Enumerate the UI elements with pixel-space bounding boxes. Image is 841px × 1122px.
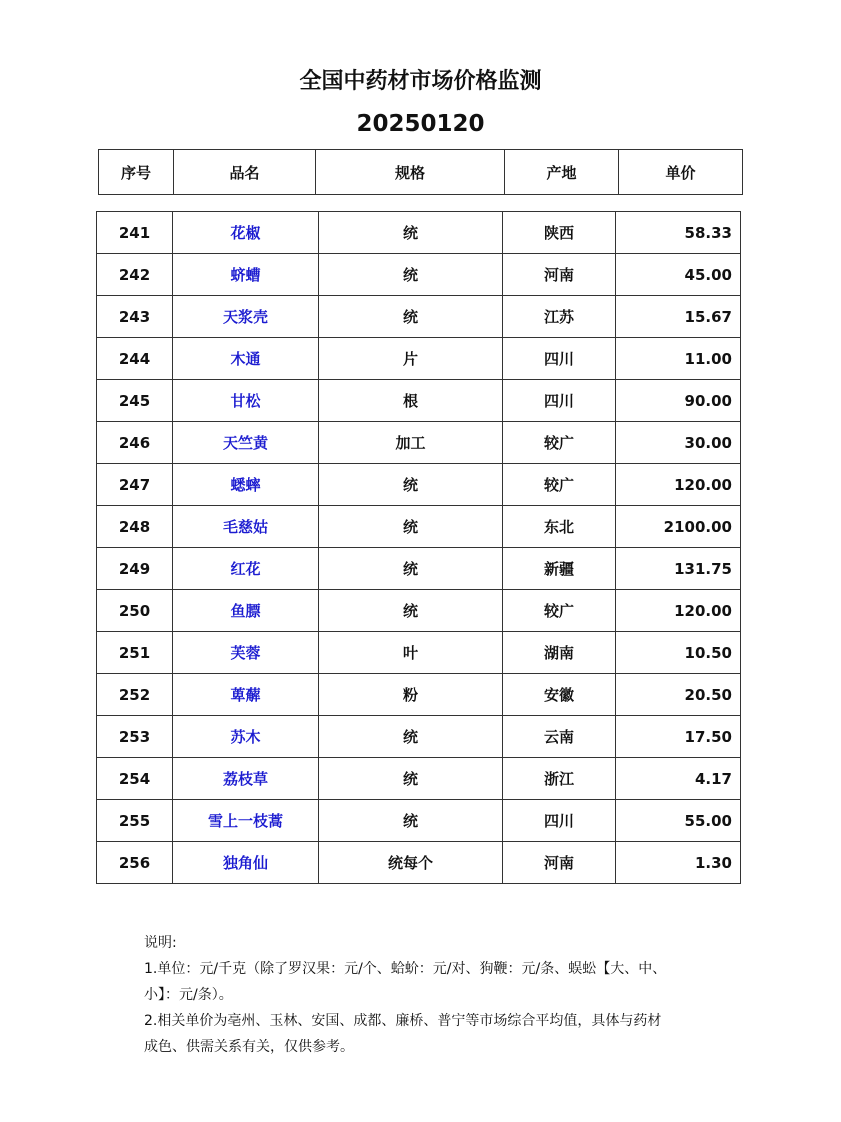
table-row <box>97 338 741 380</box>
page-title: 全国中药材市场价格监测 <box>299 69 542 94</box>
table-row <box>97 212 741 254</box>
table-row <box>97 380 741 422</box>
cell-origin: 四川 <box>503 380 616 422</box>
cell-price: 55.00 <box>616 800 741 842</box>
cell-name: 萆薢 <box>173 674 319 716</box>
notes-line-1b: 小】：元/条）。 <box>144 987 233 1003</box>
table-row <box>97 422 741 464</box>
cell-spec: 统 <box>319 716 503 758</box>
cell-seq: 253 <box>97 716 173 758</box>
cell-seq: 244 <box>97 338 173 380</box>
cell-spec: 粉 <box>319 674 503 716</box>
table-row <box>97 254 741 296</box>
cell-origin: 四川 <box>503 800 616 842</box>
cell-spec: 统 <box>319 296 503 338</box>
cell-name: 天浆壳 <box>173 296 319 338</box>
cell-seq: 250 <box>97 590 173 632</box>
cell-seq: 251 <box>97 632 173 674</box>
cell-seq: 252 <box>97 674 173 716</box>
report-date: 20250120 <box>356 111 485 137</box>
cell-origin: 新疆 <box>503 548 616 590</box>
cell-price: 90.00 <box>616 380 741 422</box>
cell-name: 荔枝草 <box>173 758 319 800</box>
cell-name: 毛慈姑 <box>173 506 319 548</box>
cell-origin: 浙江 <box>503 758 616 800</box>
cell-seq: 243 <box>97 296 173 338</box>
table-row <box>97 674 741 716</box>
cell-price: 4.17 <box>616 758 741 800</box>
cell-origin: 湖南 <box>503 632 616 674</box>
notes-line-1a: 1.单位：元/千克（除了罗汉果：元/个、蛤蚧：元/对、狗鞭：元/条、蜈蚣【大、中、 <box>144 961 667 977</box>
table-row <box>97 758 741 800</box>
cell-seq: 248 <box>97 506 173 548</box>
cell-spec: 加工 <box>319 422 503 464</box>
cell-price: 120.00 <box>616 590 741 632</box>
cell-seq: 245 <box>97 380 173 422</box>
cell-origin: 云南 <box>503 716 616 758</box>
cell-price: 58.33 <box>616 212 741 254</box>
cell-seq: 242 <box>97 254 173 296</box>
cell-origin: 东北 <box>503 506 616 548</box>
table-row <box>97 464 741 506</box>
cell-origin: 较广 <box>503 422 616 464</box>
cell-price: 17.50 <box>616 716 741 758</box>
cell-spec: 统 <box>319 464 503 506</box>
cell-spec: 片 <box>319 338 503 380</box>
notes-section <box>144 930 704 1060</box>
cell-price: 20.50 <box>616 674 741 716</box>
cell-origin: 河南 <box>503 254 616 296</box>
cell-origin: 四川 <box>503 338 616 380</box>
cell-spec: 统 <box>319 590 503 632</box>
column-header-price: 单价 <box>619 150 743 195</box>
cell-spec: 统 <box>319 800 503 842</box>
price-table-body <box>97 212 741 884</box>
cell-spec: 统每个 <box>319 842 503 884</box>
cell-origin: 较广 <box>503 590 616 632</box>
table-row <box>97 296 741 338</box>
cell-seq: 247 <box>97 464 173 506</box>
cell-spec: 统 <box>319 506 503 548</box>
cell-name: 芙蓉 <box>173 632 319 674</box>
column-header-seq: 序号 <box>99 150 174 195</box>
cell-price: 10.50 <box>616 632 741 674</box>
cell-spec: 根 <box>319 380 503 422</box>
column-header-table <box>98 149 743 195</box>
cell-name: 木通 <box>173 338 319 380</box>
cell-name: 苏木 <box>173 716 319 758</box>
column-header-spec: 规格 <box>316 150 505 195</box>
cell-spec: 叶 <box>319 632 503 674</box>
cell-name: 红花 <box>173 548 319 590</box>
cell-seq: 246 <box>97 422 173 464</box>
cell-seq: 249 <box>97 548 173 590</box>
cell-price: 2100.00 <box>616 506 741 548</box>
notes-heading: 说明: <box>144 935 177 951</box>
cell-price: 11.00 <box>616 338 741 380</box>
column-header-name: 品名 <box>174 150 316 195</box>
cell-price: 120.00 <box>616 464 741 506</box>
cell-name: 花椒 <box>173 212 319 254</box>
table-row <box>97 506 741 548</box>
cell-name: 蛴螬 <box>173 254 319 296</box>
cell-seq: 241 <box>97 212 173 254</box>
cell-spec: 统 <box>319 254 503 296</box>
table-row <box>97 800 741 842</box>
cell-price: 45.00 <box>616 254 741 296</box>
cell-seq: 256 <box>97 842 173 884</box>
cell-name: 甘松 <box>173 380 319 422</box>
cell-origin: 陕西 <box>503 212 616 254</box>
notes-line-2a: 2.相关单价为亳州、玉林、安国、成都、廉桥、普宁等市场综合平均值，具体与药材 <box>144 1013 662 1029</box>
cell-price: 131.75 <box>616 548 741 590</box>
table-row <box>97 590 741 632</box>
cell-price: 1.30 <box>616 842 741 884</box>
header-row <box>99 150 743 195</box>
cell-spec: 统 <box>319 212 503 254</box>
table-row <box>97 842 741 884</box>
cell-seq: 255 <box>97 800 173 842</box>
cell-origin: 江苏 <box>503 296 616 338</box>
cell-name: 雪上一枝蒿 <box>173 800 319 842</box>
cell-seq: 254 <box>97 758 173 800</box>
table-row <box>97 548 741 590</box>
cell-name: 鱼膘 <box>173 590 319 632</box>
cell-price: 15.67 <box>616 296 741 338</box>
cell-name: 天竺黄 <box>173 422 319 464</box>
cell-price: 30.00 <box>616 422 741 464</box>
notes-line-2b: 成色、供需关系有关，仅供参考。 <box>144 1039 354 1055</box>
price-table <box>96 211 741 884</box>
column-header-origin: 产地 <box>505 150 619 195</box>
cell-name: 独角仙 <box>173 842 319 884</box>
cell-spec: 统 <box>319 758 503 800</box>
cell-name: 蟋蟀 <box>173 464 319 506</box>
cell-origin: 河南 <box>503 842 616 884</box>
cell-origin: 较广 <box>503 464 616 506</box>
table-row <box>97 632 741 674</box>
cell-spec: 统 <box>319 548 503 590</box>
table-row <box>97 716 741 758</box>
cell-origin: 安徽 <box>503 674 616 716</box>
